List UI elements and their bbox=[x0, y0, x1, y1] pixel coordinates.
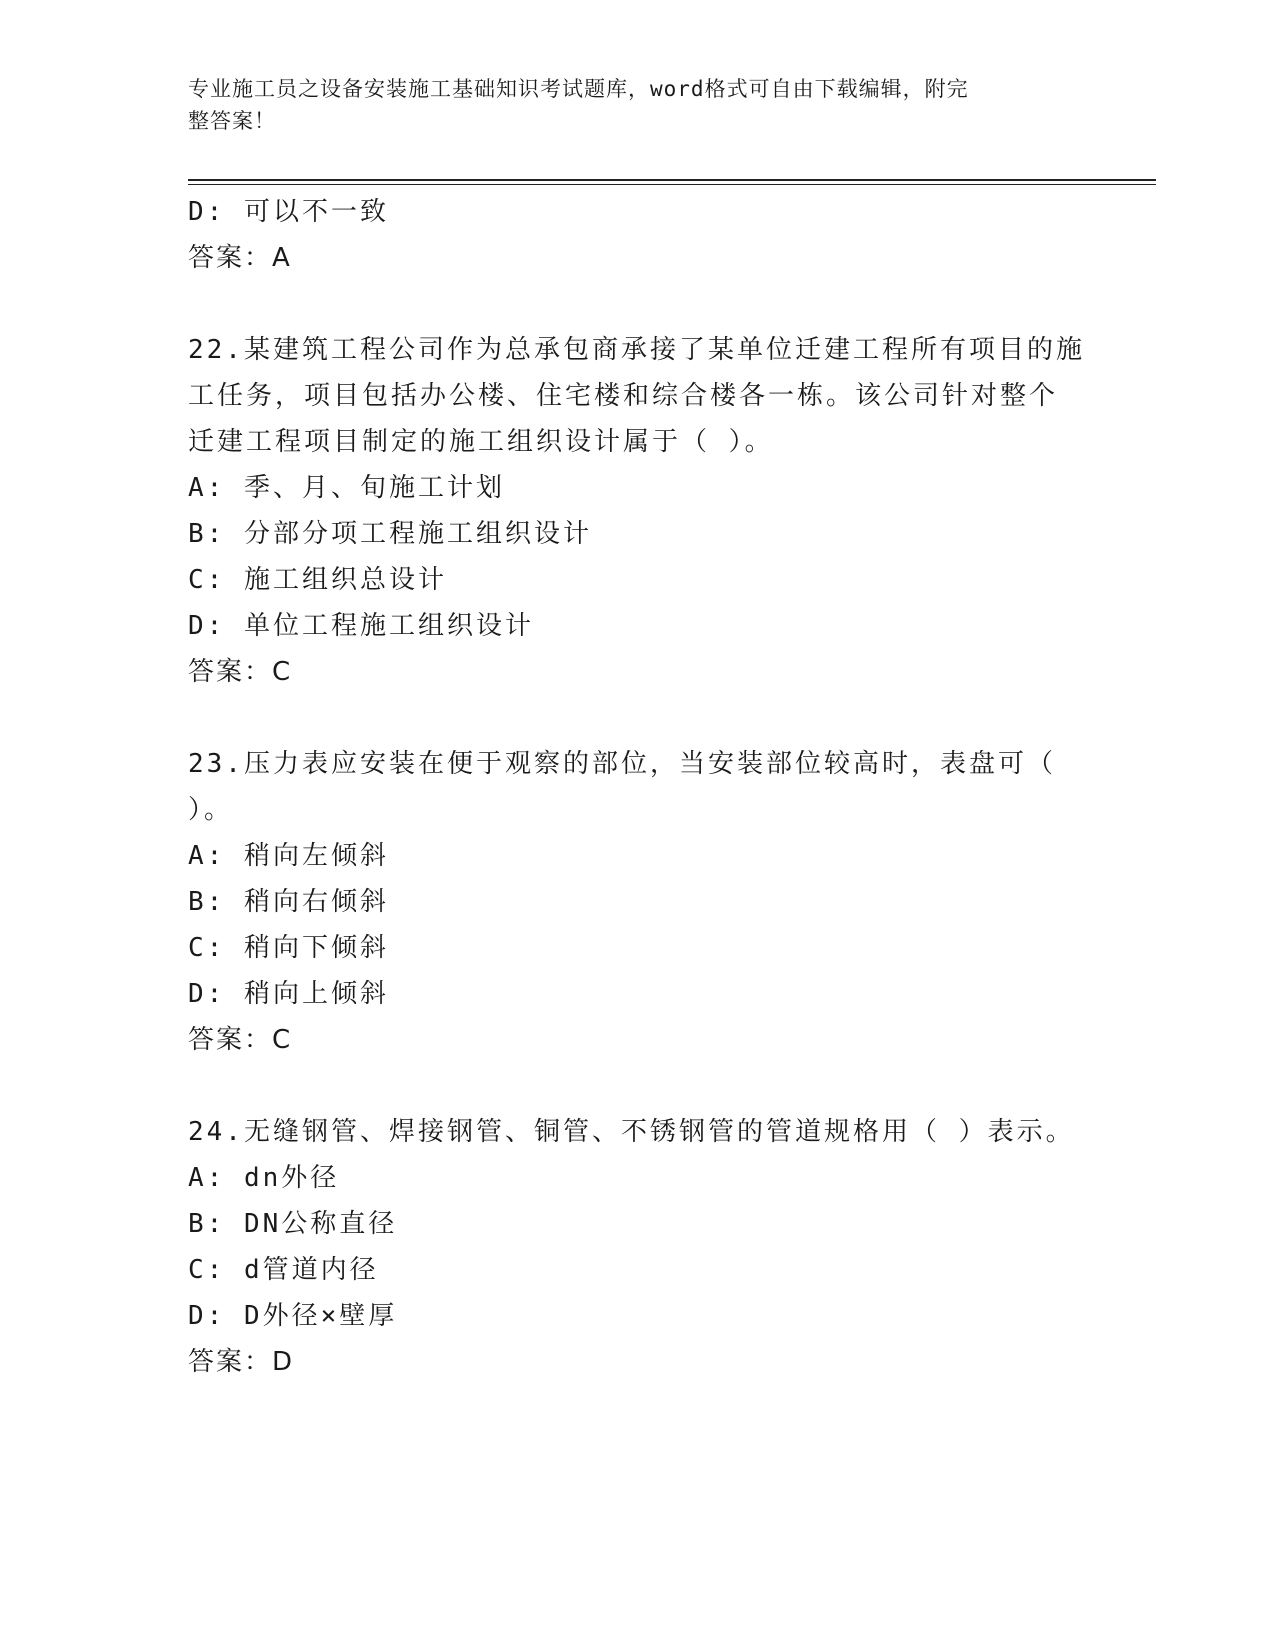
option-c: C: 施工组织总设计 bbox=[188, 565, 447, 595]
header-divider-thick bbox=[188, 179, 1156, 181]
option-d: D: 稍向上倾斜 bbox=[188, 979, 389, 1009]
answer-line: 答案：D bbox=[188, 1347, 295, 1377]
header-line-2: 整答案！ bbox=[188, 109, 276, 133]
question-text-line: ）。 bbox=[188, 795, 234, 825]
spacer bbox=[188, 695, 1088, 741]
option-a: A: 稍向左倾斜 bbox=[188, 841, 389, 871]
option-a: A: 季、月、旬施工计划 bbox=[188, 473, 505, 503]
option-d: D: 单位工程施工组织设计 bbox=[188, 611, 534, 641]
option-d: D: 可以不一致 bbox=[188, 197, 389, 227]
option-c: C: d管道内径 bbox=[188, 1255, 379, 1285]
answer-line: 答案：A bbox=[188, 243, 292, 273]
question-text-line: 迁建工程项目制定的施工组织设计属于（ ）。 bbox=[188, 427, 774, 457]
header-divider-thin bbox=[188, 184, 1156, 185]
question-text-line: 24.无缝钢管、焊接钢管、铜管、不锈钢管的管道规格用（ ）表示。 bbox=[188, 1117, 1075, 1147]
answer-line: 答案：C bbox=[188, 657, 293, 687]
spacer bbox=[188, 281, 1088, 327]
question-block-23 bbox=[188, 741, 1088, 1063]
option-a: A: dn外径 bbox=[188, 1163, 340, 1193]
question-text-line: 23.压力表应安装在便于观察的部位，当安装部位较高时，表盘可（ bbox=[188, 749, 1056, 779]
option-c: C: 稍向下倾斜 bbox=[188, 933, 389, 963]
document-header bbox=[188, 73, 1078, 137]
answer-line: 答案：C bbox=[188, 1025, 293, 1055]
header-line-1: 专业施工员之设备安装施工基础知识考试题库，word格式可自由下载编辑，附完 bbox=[188, 77, 969, 101]
question-block-22 bbox=[188, 327, 1088, 695]
spacer bbox=[188, 1063, 1088, 1109]
question-block-previous bbox=[188, 189, 1088, 281]
question-text-line: 22.某建筑工程公司作为总承包商承接了某单位迁建工程所有项目的施 bbox=[188, 335, 1085, 365]
option-b: B: DN公称直径 bbox=[188, 1209, 398, 1239]
option-b: B: 稍向右倾斜 bbox=[188, 887, 389, 917]
option-d: D: D外径×壁厚 bbox=[188, 1301, 398, 1331]
option-b: B: 分部分项工程施工组织设计 bbox=[188, 519, 592, 549]
question-text-line: 工任务，项目包括办公楼、住宅楼和综合楼各一栋。该公司针对整个 bbox=[188, 381, 1059, 411]
question-list bbox=[188, 189, 1088, 1385]
question-block-24 bbox=[188, 1109, 1088, 1385]
